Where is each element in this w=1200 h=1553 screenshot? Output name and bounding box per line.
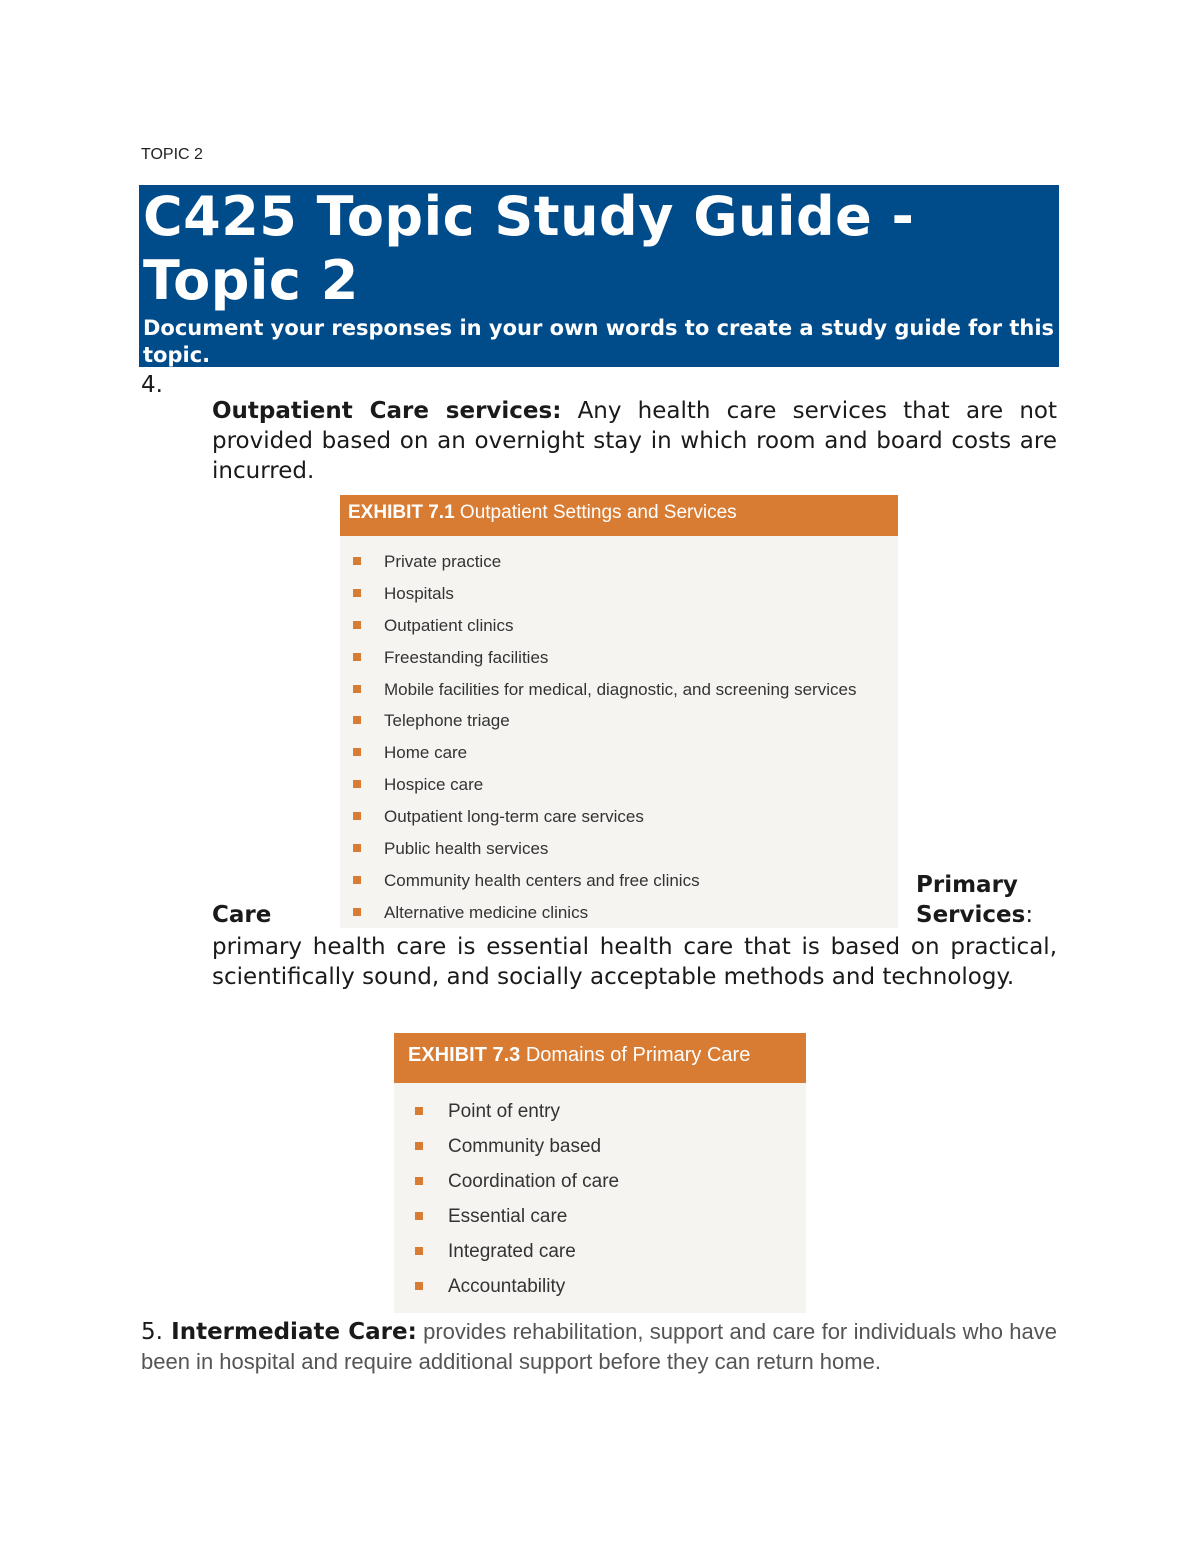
- bullet-square-icon: [415, 1282, 423, 1290]
- list-item-label: Hospice care: [384, 775, 484, 795]
- exhibit-7-3-label: EXHIBIT 7.3: [408, 1044, 521, 1066]
- list-item: [340, 807, 898, 839]
- list-item-label: Public health services: [384, 839, 549, 859]
- list-item-label: Accountability: [448, 1276, 566, 1298]
- list-item-label: Integrated care: [448, 1241, 576, 1263]
- list-item: [394, 1136, 806, 1171]
- bullet-square-icon: [353, 748, 361, 756]
- exhibit-7-3: [394, 1033, 806, 1313]
- list-item-label: Alternative medicine clinics: [384, 902, 589, 922]
- services-colon: :: [1025, 902, 1034, 928]
- list-item-label: Private practice: [384, 552, 502, 571]
- section-number-4: 4.: [141, 372, 163, 398]
- bullet-square-icon: [415, 1142, 423, 1150]
- services-word-text: Services: [916, 902, 1026, 928]
- section-number-5: 5.: [141, 1319, 163, 1345]
- bullet-square-icon: [353, 589, 361, 597]
- list-item-label: Essential care: [448, 1206, 568, 1228]
- list-item: [340, 552, 898, 584]
- list-item: [340, 711, 898, 743]
- topic-label: TOPIC 2: [141, 146, 203, 163]
- list-item-label: Community based: [448, 1136, 602, 1158]
- bullet-square-icon: [353, 844, 361, 852]
- bullet-square-icon: [415, 1107, 423, 1115]
- list-item: [340, 871, 898, 903]
- outpatient-term: Outpatient Care services:: [212, 398, 562, 424]
- list-item: [394, 1276, 806, 1311]
- bullet-square-icon: [353, 876, 361, 884]
- bullet-square-icon: [353, 716, 361, 724]
- list-item: [340, 903, 898, 935]
- bullet-square-icon: [353, 908, 361, 916]
- bullet-square-icon: [353, 653, 361, 661]
- guide-subtitle: Document your responses in your own words to create a study guide for this topic.: [143, 316, 1055, 367]
- title-banner: [139, 185, 1059, 367]
- bullet-square-icon: [353, 780, 361, 788]
- list-item: [394, 1171, 806, 1206]
- list-item: [340, 680, 898, 712]
- guide-title-line2: Topic 2: [143, 249, 359, 312]
- list-item-label: Outpatient clinics: [384, 615, 514, 635]
- list-item-label: Home care: [384, 743, 468, 763]
- list-item-label: Outpatient long-term care services: [384, 807, 644, 827]
- intermediate-care-term: Intermediate Care:: [162, 1319, 417, 1345]
- exhibit-7-1-list: [340, 536, 898, 935]
- list-item: [394, 1101, 806, 1136]
- exhibit-7-3-title: Domains of Primary Care: [520, 1044, 751, 1066]
- exhibit-7-3-header: [394, 1033, 806, 1083]
- list-item: [340, 648, 898, 680]
- bullet-square-icon: [353, 685, 361, 693]
- exhibit-7-1: [340, 495, 898, 928]
- primary-word: Primary: [916, 872, 1018, 898]
- outpatient-definition: Any health care services that are not provided based on an overnight stay in which room and board costs are incurred.: [212, 398, 1057, 484]
- exhibit-7-1-title: Outpatient Settings and Services: [454, 502, 737, 523]
- bullet-square-icon: [353, 621, 361, 629]
- services-word: [916, 902, 1033, 928]
- bullet-square-icon: [415, 1247, 423, 1255]
- list-item: [340, 775, 898, 807]
- exhibit-7-1-label: EXHIBIT 7.1: [348, 502, 455, 523]
- exhibit-7-1-header: [340, 495, 898, 536]
- list-item-label: Freestanding facilities: [384, 647, 549, 667]
- list-item-label: Hospitals: [384, 583, 454, 603]
- list-item: [340, 616, 898, 648]
- bullet-square-icon: [415, 1177, 423, 1185]
- list-item-label: Community health centers and free clinics: [384, 870, 700, 890]
- list-item-label: Coordination of care: [448, 1171, 620, 1193]
- list-item: [340, 839, 898, 871]
- list-item: [394, 1241, 806, 1276]
- list-item: [340, 584, 898, 616]
- exhibit-7-3-list: [394, 1083, 806, 1312]
- outpatient-paragraph: [212, 396, 1057, 486]
- intermediate-care-paragraph: [141, 1317, 1057, 1377]
- bullet-square-icon: [353, 557, 361, 565]
- list-item: [340, 743, 898, 775]
- guide-title-line1: C425 Topic Study Guide -: [143, 185, 915, 248]
- list-item-label: Point of entry: [448, 1101, 560, 1122]
- list-item-label: Mobile facilities for medical, diagnostic, and screening services: [384, 679, 857, 699]
- list-item: [394, 1206, 806, 1241]
- list-item-label: Telephone triage: [384, 711, 510, 731]
- bullet-square-icon: [415, 1212, 423, 1220]
- bullet-square-icon: [353, 812, 361, 820]
- care-word: Care: [212, 902, 272, 928]
- intermediate-care-definition: provides rehabilitation, support and care for individuals who have been in hospital and require additional support before they can return home.: [141, 1319, 1057, 1374]
- primary-care-definition: primary health care is essential health care that is based on practical, scientifically sound, and socially acceptable methods and technology.: [212, 934, 1057, 990]
